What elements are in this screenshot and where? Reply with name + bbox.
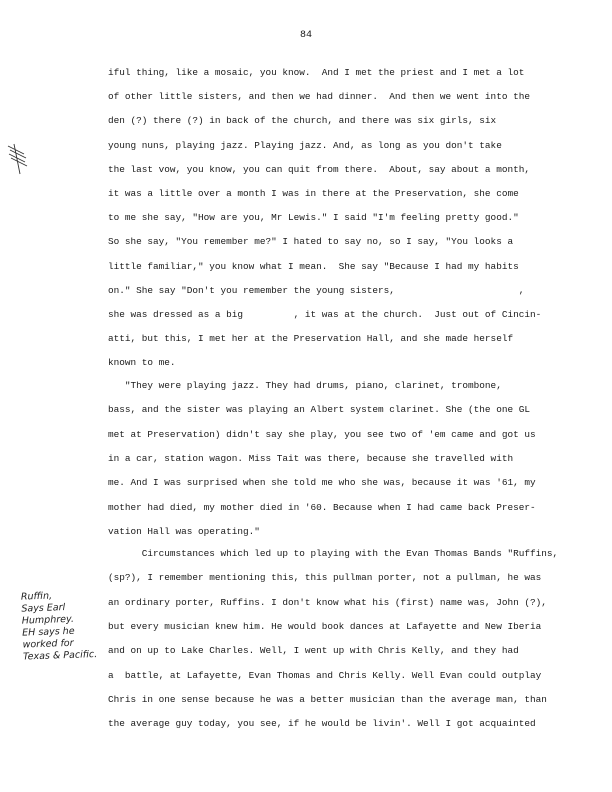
transcript-line: mother had died, my mother died in '60. Because when I had came back Preser- <box>108 501 536 513</box>
page-number: 84 <box>299 30 312 41</box>
transcript-line: Circumstances which led up to playing with the Evan Thomas Bands "Ruffins, <box>108 548 559 559</box>
transcript-line: vation Hall was operating." <box>108 525 260 537</box>
transcript-line: but every musician knew him. He would book dances at Lafayette and New Iberia <box>108 620 542 632</box>
transcript-line: Chris in one sense because he was a better musician than the average man, than <box>108 693 547 705</box>
transcript-line: in a car, station wagon. Miss Tait was there, because she travelled with <box>108 452 514 464</box>
transcript-line: a battle, at Lafayette, Evan Thomas and Chris Kelly. Well Evan could outplay <box>108 669 542 681</box>
transcript-line: of other little sisters, and then we had dinner. And then we went into the <box>108 91 530 103</box>
transcript-line: bass, and the sister was playing an Albert system clarinet. She (the one GL <box>108 404 530 416</box>
transcript-line: the last vow, you know, you can quit from there. About, say about a month, <box>108 163 530 175</box>
transcript-line: to me she say, "How are you, Mr Lewis." I said "I'm feeling pretty good." <box>108 212 519 224</box>
handwritten-margin-note <box>21 588 113 663</box>
margin-note-line: worked for <box>22 637 74 651</box>
transcript-line: (sp?), I remember mentioning this, this pullman porter, not a pullman, he was <box>108 572 542 584</box>
transcript-line: met at Preservation) didn't say she play, you see two of 'em came and got us <box>108 428 536 440</box>
transcript-line: known to me. <box>108 357 176 369</box>
transcript-line: den (?) there (?) in back of the church, and there was six girls, six <box>108 115 497 127</box>
transcript-line: an ordinary porter, Ruffins. I don't know what his (first) name was, John (?), <box>108 596 547 608</box>
transcript-line: and on up to Lake Charles. Well, I went up with Chris Kelly, and they had <box>108 645 519 657</box>
transcript-line: atti, but this, I met her at the Preservation Hall, and she made herself <box>108 333 514 345</box>
transcript-line: little familiar," you know what I mean. She say "Because I had my habits <box>108 260 519 272</box>
margin-note-line: EH says he <box>22 625 75 639</box>
margin-note-line: Says Earl <box>21 602 66 615</box>
transcript-line: young nuns, playing jazz. Playing jazz. And, as long as you don't take <box>108 139 502 151</box>
transcript-line: on." She say "Don't you remember the young sisters, , <box>108 284 525 296</box>
transcript-line: "They were playing jazz. They had drums, piano, clarinet, trombone, <box>108 380 502 391</box>
margin-note-line: Texas & Pacific. <box>22 648 98 663</box>
transcript-line: me. And I was surprised when she told me who she was, because it was '61, my <box>108 477 536 489</box>
transcript-line: it was a little over a month I was in there at the Preservation, she come <box>108 188 519 199</box>
margin-note-line: Ruffin, <box>20 590 53 603</box>
transcript-line: iful thing, like a mosaic, you know. And I met the priest and I met a lot <box>108 67 525 78</box>
transcript-line: So she say, "You remember me?" I hated to say no, so I say, "You looks a <box>108 236 514 248</box>
margin-scribble-mark <box>4 140 34 180</box>
transcript-line: she was dressed as a big , it was at the church. Just out of Cincin- <box>108 309 542 320</box>
transcript-line: the average guy today, you see, if he would be livin'. Well I got acquainted <box>108 718 536 730</box>
margin-note-line: Humphrey. <box>21 613 75 627</box>
